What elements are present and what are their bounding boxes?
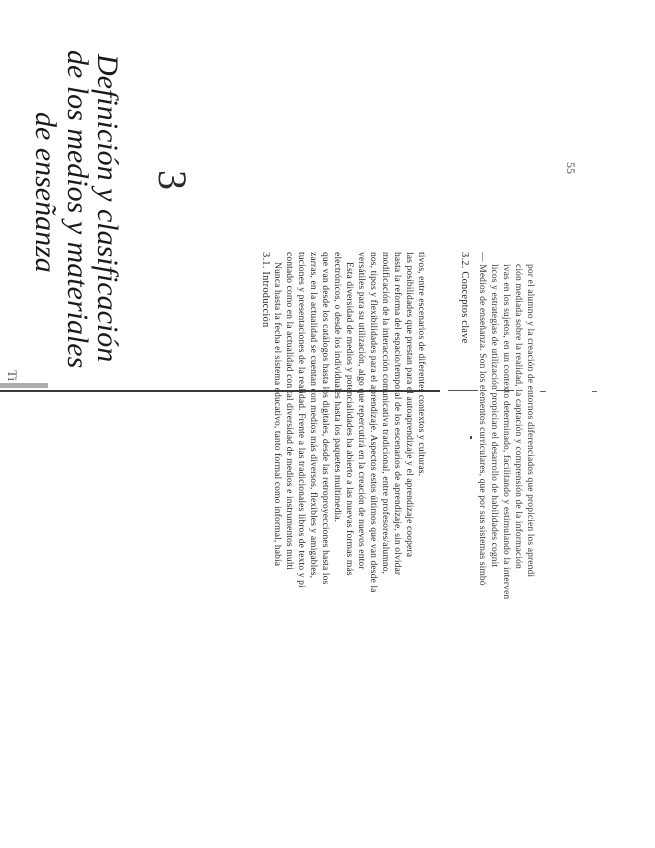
section-heading: 3.2. Conceptos clave xyxy=(459,252,470,344)
page-number: 55 xyxy=(564,162,578,174)
body-line: Esta diversidad de medios y potencialidades ha abierto a las nuevas formas más xyxy=(344,262,355,576)
binding-mark: Ti xyxy=(5,370,20,382)
body-line: Nunca hasta la fecha el sistema educativo, tanto formal como informal, había xyxy=(272,262,283,567)
body-line: hasta la reforma del espacio/temporal de los escenarios de aprendizaje, sin olvidar xyxy=(392,252,403,576)
body-line: versátiles para su utilización, algo que repercutirá en la creación de nuevos entor xyxy=(356,252,367,570)
body-line: ción mediada sobre la realidad, la captación y comprensión de la información xyxy=(513,264,524,569)
chapter-title-line-1: Definición y clasificación xyxy=(91,54,124,363)
binding-smudge xyxy=(0,383,48,388)
body-line: contado como en la actualidad con tal diversidad de medios e instrumentos multi xyxy=(284,252,295,571)
body-line: las posibilidades que prestan para el autoaprendizaje y el aprendizaje coopera xyxy=(404,252,415,558)
body-line: tivos, entre escenarios de diferentes contextos y culturas. xyxy=(416,252,427,477)
body-line: que van desde los catálogos hasta los digitales, desde las retroproyecciones hasta los xyxy=(320,252,331,585)
chapter-title-line-3: de enseñanza xyxy=(29,112,62,273)
binding-line-fragment xyxy=(448,390,478,391)
body-line: modificación de la interacción comunicativa tradicional, entre profesores/alumno, xyxy=(380,252,391,575)
body-line: — Medios de enseñanza. Son los elementos curriculares, que por sus sistemas simbó xyxy=(477,252,488,586)
body-line: por el alumno y la creación de entornos diferenciados que propicien los aprendi xyxy=(525,264,536,578)
binding-line-fragment xyxy=(592,391,597,392)
chapter-title-line-2: de los medios y materiales xyxy=(61,50,94,369)
body-line: electrónicos, o desde los individuales hasta los paquetes multimedia. xyxy=(332,252,343,523)
chapter-number: 3 xyxy=(150,170,195,190)
binding-line-fragment xyxy=(540,391,546,392)
body-line: zarras, en la actualidad se cuentan con medios más diversos, flexibles y amigables, xyxy=(308,252,319,579)
speck xyxy=(470,436,472,439)
body-line: ivas en los sujetos, en un contexto determinado, facilitando y estimulando la interven xyxy=(501,264,512,600)
section-heading: 3.1. Introducción xyxy=(260,252,271,328)
body-line: nos, tipos y flexibilidades para el aprendizaje. Aspectos estos últimos que van desde la xyxy=(368,252,379,593)
body-line: tuciones y presentaciones de la realidad. Frente a las tradicionales libros de texto y pi xyxy=(296,252,307,588)
body-line: licos y estrategias de utilización propician el desarrollo de habilidades cognit xyxy=(489,264,500,568)
